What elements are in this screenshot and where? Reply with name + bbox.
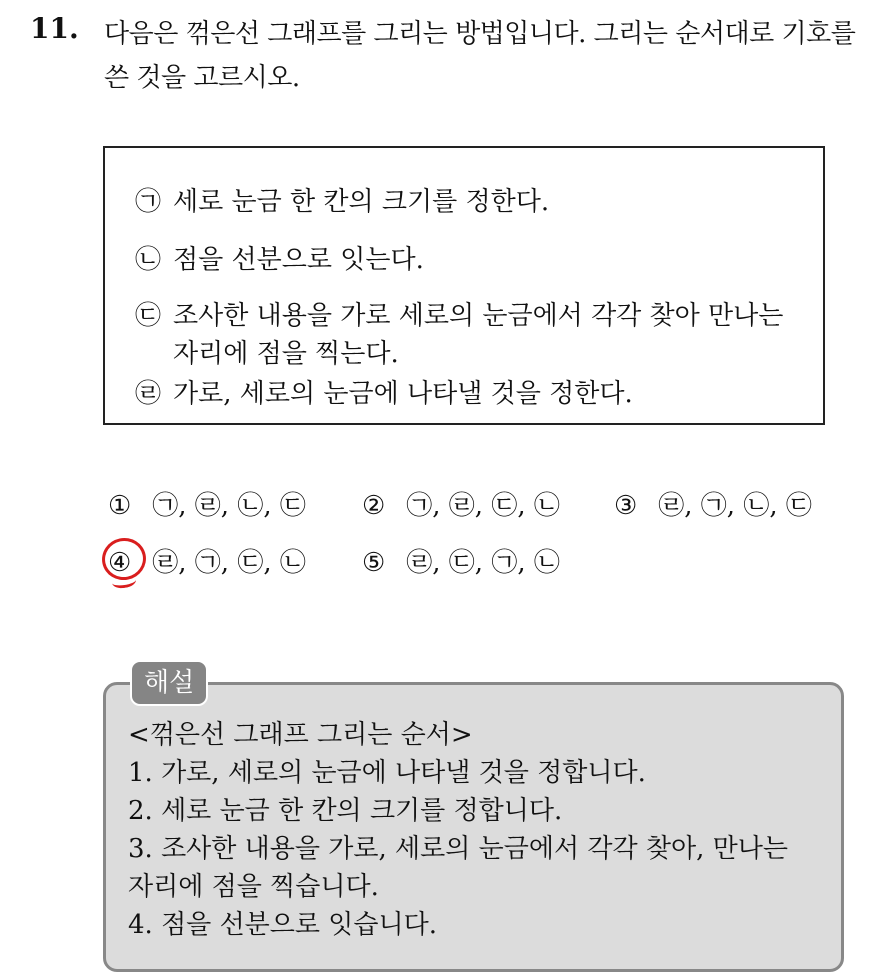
explanation-line-2: 2. 세로 눈금 한 칸의 크기를 정합니다.	[128, 796, 563, 826]
step-1	[135, 182, 549, 222]
choice-number: ③	[614, 491, 638, 521]
question-text	[104, 12, 864, 100]
question-number: 11.	[30, 12, 79, 45]
step-text: 점을 선분으로 잇는다.	[173, 245, 424, 275]
steps-box	[103, 146, 825, 425]
step-2	[135, 240, 424, 280]
step-text: 조사한 내용을 가로 세로의 눈금에서 각각 찾아 만나는	[173, 301, 784, 331]
choice-3[interactable]	[614, 488, 812, 524]
choice-1[interactable]	[108, 488, 306, 524]
step-text: 가로, 세로의 눈금에 나타낼 것을 정한다.	[173, 379, 633, 409]
choice-5[interactable]	[362, 545, 560, 581]
explanation-line-5: 4. 점을 선분으로 잇습니다.	[128, 910, 438, 940]
step-3	[135, 296, 783, 336]
explanation-line-1: 1. 가로, 세로의 눈금에 나타낼 것을 정합니다.	[128, 758, 646, 788]
explanation-line-3: 3. 조사한 내용을 가로, 세로의 눈금에서 각각 찾아, 만나는	[128, 834, 789, 864]
choice-text: ㉠, ㉣, ㉢, ㉡	[406, 491, 560, 521]
choice-number: ①	[108, 491, 132, 521]
step-symbol: ㉣	[135, 379, 162, 409]
choice-number: ④	[108, 548, 132, 578]
explanation-line-4: 자리에 점을 찍습니다.	[128, 872, 379, 902]
explanation-tag: 해설	[130, 660, 208, 706]
choice-text: ㉠, ㉣, ㉡, ㉢	[152, 491, 306, 521]
explanation-title: <꺾은선 그래프 그리는 순서>	[128, 720, 473, 750]
step-text: 세로 눈금 한 칸의 크기를 정한다.	[173, 187, 550, 217]
step-4	[135, 374, 633, 414]
step-3-continued	[173, 334, 399, 374]
choice-number: ⑤	[362, 548, 386, 578]
choice-text: ㉣, ㉠, ㉢, ㉡	[152, 548, 306, 578]
choice-text: ㉣, ㉢, ㉠, ㉡	[406, 548, 560, 578]
step-symbol: ㉡	[135, 245, 162, 275]
step-text-continued: 자리에 점을 찍는다.	[173, 339, 399, 369]
step-symbol: ㉢	[135, 301, 162, 331]
choice-text: ㉣, ㉠, ㉡, ㉢	[658, 491, 812, 521]
question-line-1: 다음은 꺾은선 그래프를 그리는 방법입니다. 그리는 순서대로 기호를	[104, 19, 856, 49]
step-symbol: ㉠	[135, 187, 162, 217]
choice-2[interactable]	[362, 488, 560, 524]
question-line-2: 쓴 것을 고르시오.	[104, 63, 300, 93]
answer-circle-tail	[111, 573, 137, 589]
choice-number: ②	[362, 491, 386, 521]
